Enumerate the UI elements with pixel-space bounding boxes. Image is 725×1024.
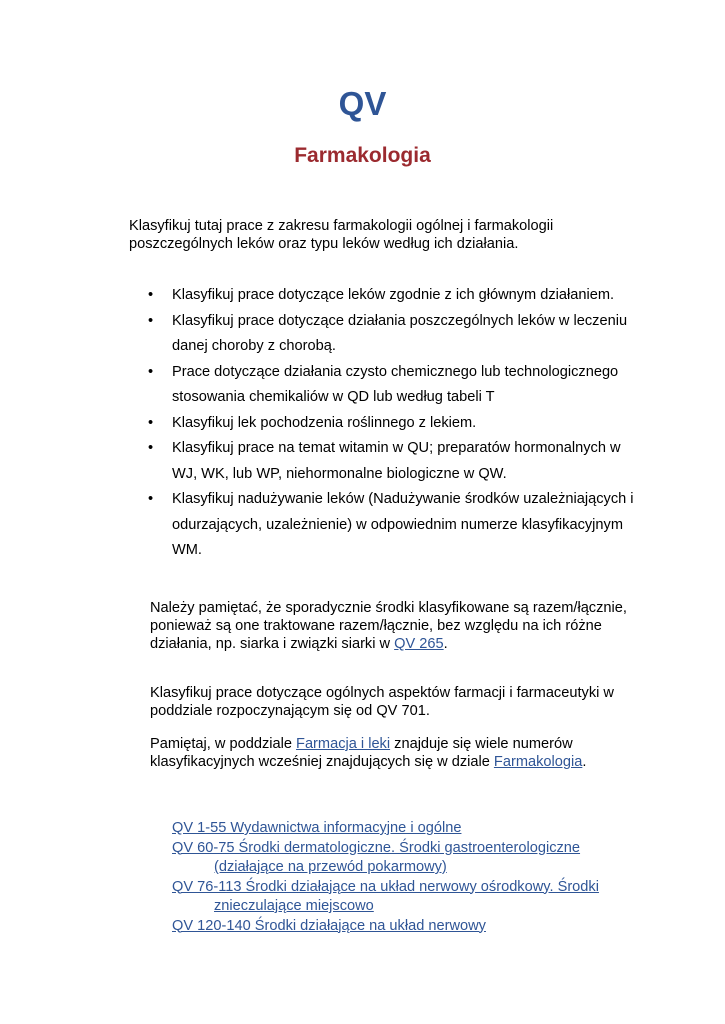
toc-link-qv-76-113[interactable] bbox=[172, 878, 642, 917]
list-item-text: Klasyfikuj prace dotyczące leków zgodnie z ich głównym działaniem. bbox=[172, 287, 615, 303]
toc-link-qv-60-75[interactable] bbox=[172, 839, 642, 878]
toc-link-qv-1-55[interactable] bbox=[172, 819, 642, 839]
note-pharmacy: Klasyfikuj prace dotyczące ogólnych aspektów farmacji i farmaceutyki w poddziale rozpoczynającym się od QV 701. bbox=[150, 685, 614, 719]
toc-link-qv-120-140[interactable] bbox=[172, 917, 642, 937]
bullet-icon: • bbox=[148, 440, 154, 456]
toc-link-text-continued: (działające na przewód pokarmowy) bbox=[214, 859, 447, 875]
page-title: QV bbox=[338, 85, 387, 122]
link-farmacja-i-leki[interactable]: Farmacja i leki bbox=[296, 736, 391, 752]
link-farmakologia[interactable]: Farmakologia bbox=[493, 754, 583, 770]
contents-links bbox=[172, 819, 642, 936]
intro-paragraph: Klasyfikuj tutaj prace z zakresu farmakologii ogólnej i farmakologii poszczególnych leków oraz typu leków według ich działania. bbox=[129, 218, 554, 252]
list-item-text: Klasyfikuj lek pochodzenia roślinnego z lekiem. bbox=[172, 414, 477, 431]
list-item-text: Klasyfikuj prace na temat witamin w QU; preparatów hormonalnych w WJ, WK, lub WP, niehormonalne biologiczne w QW. bbox=[172, 440, 621, 482]
list-item bbox=[148, 360, 648, 411]
toc-link-text-continued: znieczulające miejscowo bbox=[214, 898, 374, 914]
note-text: Pamiętaj, w poddziale bbox=[150, 736, 297, 752]
note-text: . bbox=[443, 636, 448, 652]
bullet-icon: • bbox=[148, 414, 154, 431]
list-item-text: Klasyfikuj nadużywanie leków (Nadużywanie środków uzależniających i odurzających, uzależnienie) w odpowiednim numerze klasyfikacyjnym WM. bbox=[172, 491, 634, 558]
list-item-text: Klasyfikuj prace dotyczące działania poszczególnych leków w leczeniu danej choroby z chorobą. bbox=[172, 312, 628, 354]
list-item bbox=[148, 309, 648, 360]
link-qv-265[interactable]: QV 265 bbox=[394, 636, 444, 652]
list-item bbox=[148, 283, 648, 309]
note-joint-classification bbox=[150, 599, 650, 653]
bullet-list bbox=[148, 283, 648, 564]
note-text: . bbox=[582, 754, 587, 770]
list-item bbox=[148, 436, 648, 487]
note-subdivision bbox=[150, 735, 650, 771]
bullet-icon: • bbox=[148, 363, 154, 380]
note-text: znajduje się wiele numerów klasyfikacyjnych wcześniej znajdujących się w dziale bbox=[150, 736, 573, 770]
toc-link-text: QV 76-113 Środki działające na układ nerwowy ośrodkowy. Środki bbox=[172, 878, 599, 895]
list-item-text: Prace dotyczące działania czysto chemicznego lub technologicznego stosowania chemikaliów w QD lub według tabeli T bbox=[172, 363, 619, 405]
toc-link-text: QV 120-140 Środki działające na układ nerwowy bbox=[172, 917, 486, 934]
toc-link-text: QV 1-55 Wydawnictwa informacyjne i ogólne bbox=[172, 820, 462, 836]
list-item bbox=[148, 411, 648, 437]
bullet-icon: • bbox=[148, 287, 154, 303]
note-text: Należy pamiętać, że sporadycznie środki klasyfikowane są razem/łącznie, ponieważ są one traktowane razem/łącznie, bez względu na ich różne działania, np. siarka i związki siarki w bbox=[150, 600, 627, 652]
bullet-icon: • bbox=[148, 491, 154, 507]
toc-link-text: QV 60-75 Środki dermatologiczne. Środki gastroenterologiczne bbox=[172, 839, 581, 856]
bullet-icon: • bbox=[148, 312, 154, 329]
list-item bbox=[148, 487, 648, 564]
page-subtitle: Farmakologia bbox=[294, 144, 431, 167]
